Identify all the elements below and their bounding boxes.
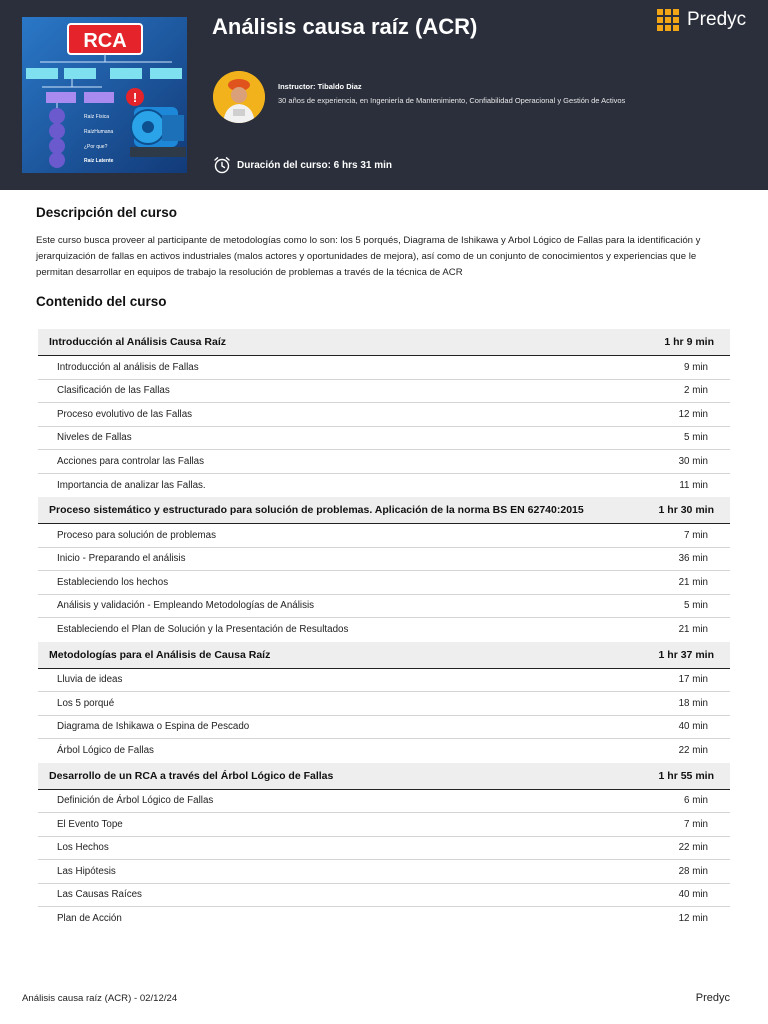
lesson-duration: 21 min xyxy=(678,624,708,636)
lesson-duration: 28 min xyxy=(678,865,708,877)
module-title: Desarrollo de un RCA a través del Árbol Lógico de Fallas xyxy=(49,769,334,782)
lesson-title: Lluvia de ideas xyxy=(57,674,123,686)
alarm-clock-icon xyxy=(213,156,231,174)
brand-grid-icon xyxy=(657,9,679,31)
instructor-info xyxy=(278,82,625,105)
lesson-row xyxy=(38,474,730,498)
lesson-title: Estableciendo los hechos xyxy=(57,576,169,588)
rca-diagram-illustration xyxy=(22,17,187,173)
lesson-title: Árbol Lógico de Fallas xyxy=(57,745,154,757)
module-title: Metodologías para el Análisis de Causa Raíz xyxy=(49,648,271,661)
module-duration: 1 hr 55 min xyxy=(658,769,714,782)
lesson-duration: 7 min xyxy=(684,529,708,541)
module-header-row xyxy=(38,497,730,524)
cover-label-humana: RaízHumana xyxy=(84,129,114,135)
module-header-row xyxy=(38,329,730,356)
lesson-row xyxy=(38,692,730,716)
module-duration: 1 hr 9 min xyxy=(664,336,714,348)
lesson-duration: 22 min xyxy=(678,745,708,757)
module-header-row xyxy=(38,642,730,669)
lesson-title: Los Hechos xyxy=(57,842,109,854)
lesson-group xyxy=(38,524,730,642)
lesson-row xyxy=(38,618,730,642)
description-text: Este curso busca proveer al participante de metodologías como lo son: los 5 porqués, Diagrama de Ishikawa y Arbol Lógico de Fallas para la identificación y jerarquización de fallas en activos industriales (malos actores y oportunidades de mejora), así como de un conjunto de conocimientos y experiencias que le permitan desarrollar en equipos de trabajo la resolución de problemas a través de la técnica de ACR xyxy=(36,235,701,278)
lesson-title: Proceso evolutivo de las Fallas xyxy=(57,408,193,420)
footer-course-date: Análisis causa raíz (ACR) - 02/12/24 xyxy=(22,993,178,1004)
svg-text:!: ! xyxy=(132,90,138,105)
lesson-duration: 30 min xyxy=(678,455,708,467)
lesson-duration: 40 min xyxy=(678,889,708,901)
lesson-duration: 12 min xyxy=(678,408,708,420)
lesson-title: Las Hipótesis xyxy=(57,865,116,877)
module-header-row xyxy=(38,763,730,790)
lesson-group xyxy=(38,790,730,931)
instructor-avatar xyxy=(213,71,265,123)
footer-brand: Predyc xyxy=(695,992,730,1004)
instructor-bio: 30 años de experiencia, en Ingeniería de Mantenimiento, Confiabilidad Operacional y Gestión de Activos xyxy=(278,96,626,105)
brand-logo xyxy=(657,9,746,31)
lesson-row xyxy=(38,450,730,474)
course-title: Análisis causa raíz (ACR) xyxy=(212,14,478,39)
lesson-row xyxy=(38,837,730,861)
lesson-duration: 40 min xyxy=(678,721,708,733)
cover-label-latente: Raíz Latente xyxy=(84,158,114,164)
cover-label-porque: ¿Por que? xyxy=(84,144,108,150)
lesson-title: Proceso para solución de problemas xyxy=(57,529,217,541)
lesson-duration: 6 min xyxy=(684,795,708,807)
lesson-title: Niveles de Fallas xyxy=(57,432,132,444)
lesson-title: Introducción al análisis de Fallas xyxy=(57,361,199,373)
cover-label-fisica: Raíz Física xyxy=(84,114,110,120)
lesson-row xyxy=(38,524,730,548)
lesson-title: Clasificación de las Fallas xyxy=(57,385,170,397)
lesson-title: Los 5 porqué xyxy=(57,697,115,709)
course-duration-text: Duración del curso: 6 hrs 31 min xyxy=(237,159,393,171)
brand-name: Predyc xyxy=(687,9,747,30)
lesson-duration: 5 min xyxy=(684,432,708,444)
lesson-title: Estableciendo el Plan de Solución y la Presentación de Resultados xyxy=(57,624,349,636)
lesson-row xyxy=(38,813,730,837)
course-content-table xyxy=(38,329,730,931)
lesson-row xyxy=(38,548,730,572)
lesson-group xyxy=(38,356,730,497)
lesson-title: Análisis y validación - Empleando Metodologías de Análisis xyxy=(57,600,315,612)
lesson-row xyxy=(38,356,730,380)
lesson-row xyxy=(38,716,730,740)
course-header xyxy=(0,0,768,190)
lesson-title: Plan de Acción xyxy=(57,913,122,925)
content-heading: Contenido del curso xyxy=(36,294,167,309)
lesson-duration: 21 min xyxy=(678,576,708,588)
lesson-duration: 18 min xyxy=(678,697,708,709)
description-heading: Descripción del curso xyxy=(36,205,178,220)
lesson-title: Diagrama de Ishikawa o Espina de Pescado xyxy=(57,721,250,733)
instructor-name: Instructor: Tibaldo Diaz xyxy=(278,82,362,91)
lesson-title: El Evento Tope xyxy=(57,818,123,830)
lesson-duration: 36 min xyxy=(678,553,708,565)
lesson-row xyxy=(38,669,730,693)
lesson-title: Acciones para controlar las Fallas xyxy=(57,455,205,467)
lesson-duration: 11 min xyxy=(679,479,708,491)
lesson-duration: 7 min xyxy=(684,818,708,830)
lesson-row xyxy=(38,907,730,931)
lesson-duration: 12 min xyxy=(678,913,708,925)
lesson-title: Las Causas Raíces xyxy=(57,889,142,901)
lesson-row xyxy=(38,403,730,427)
module-title: Proceso sistemático y estructurado para solución de problemas. Aplicación de la norma BS EN 62740:2015 xyxy=(49,504,584,516)
lesson-duration: 22 min xyxy=(678,842,708,854)
module-title: Introducción al Análisis Causa Raíz xyxy=(49,336,226,348)
module-duration: 1 hr 37 min xyxy=(658,648,714,661)
lesson-row xyxy=(38,427,730,451)
lesson-title: Definición de Árbol Lógico de Fallas xyxy=(57,795,214,807)
cover-badge-text: RCA xyxy=(83,30,127,52)
course-cover-image xyxy=(22,17,187,173)
lesson-duration: 17 min xyxy=(678,674,708,686)
lesson-title: Inicio - Preparando el análisis xyxy=(57,553,186,565)
module-duration: 1 hr 30 min xyxy=(658,504,714,516)
lesson-group xyxy=(38,669,730,763)
lesson-row xyxy=(38,571,730,595)
lesson-duration: 9 min xyxy=(684,361,708,373)
lesson-row xyxy=(38,884,730,908)
lesson-row xyxy=(38,380,730,404)
module-list xyxy=(38,329,730,931)
lesson-title: Importancia de analizar las Fallas. xyxy=(57,479,206,491)
lesson-row xyxy=(38,595,730,619)
lesson-duration: 5 min xyxy=(684,600,708,612)
lesson-row xyxy=(38,790,730,814)
pump-illustration xyxy=(130,107,186,157)
course-duration xyxy=(213,156,392,174)
lesson-duration: 2 min xyxy=(684,385,708,397)
lesson-row xyxy=(38,739,730,763)
lesson-row xyxy=(38,860,730,884)
